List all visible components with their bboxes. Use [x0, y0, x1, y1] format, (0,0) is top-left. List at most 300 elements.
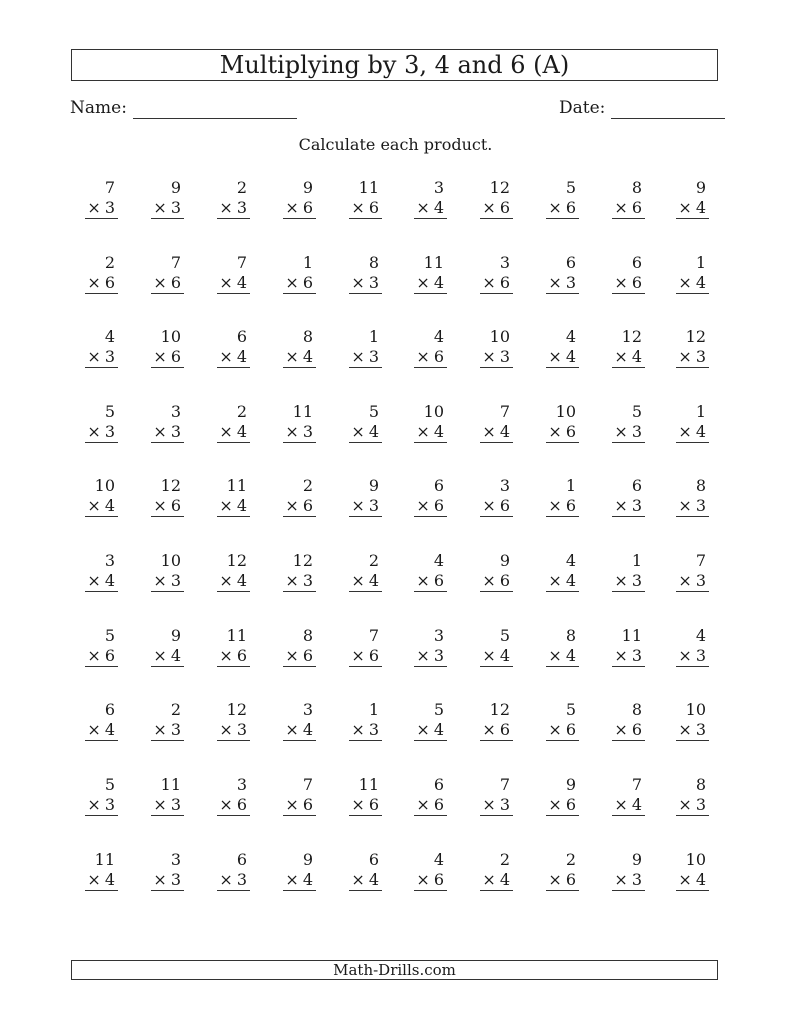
multiplier-line — [349, 273, 382, 294]
multiply-sign-icon: × — [219, 870, 233, 889]
multiplicand: 11 — [358, 775, 379, 794]
multiply-sign-icon: × — [219, 273, 233, 292]
multiply-sign-icon: × — [678, 273, 692, 292]
multiplicand: 2 — [104, 253, 115, 272]
multiplier-line — [546, 347, 579, 368]
multiply-sign-icon: × — [548, 795, 562, 814]
multiplicand: 5 — [104, 626, 115, 645]
problem — [546, 178, 579, 219]
multiply-sign-icon: × — [614, 720, 628, 739]
multiplier-line — [85, 347, 118, 368]
multiplicand: 10 — [555, 402, 576, 421]
multiplier: 4 — [104, 720, 115, 739]
multiply-sign-icon: × — [87, 795, 101, 814]
problem — [151, 775, 184, 816]
multiply-sign-icon: × — [219, 347, 233, 366]
multiplicand: 12 — [226, 700, 247, 719]
multiplier-line — [217, 571, 250, 592]
multiply-sign-icon: × — [678, 422, 692, 441]
multiplier-line — [85, 795, 118, 816]
multiplier-line — [546, 646, 579, 667]
multiplier: 4 — [499, 422, 510, 441]
multiply-sign-icon: × — [548, 720, 562, 739]
multiplier-line — [283, 347, 316, 368]
multiplier: 6 — [302, 646, 313, 665]
multiplier: 3 — [695, 496, 706, 515]
multiplicand: 11 — [621, 626, 642, 645]
multiplicand: 4 — [433, 551, 444, 570]
multiplicand: 4 — [565, 551, 576, 570]
problem — [414, 402, 447, 443]
multiplier-line — [414, 720, 447, 741]
multiplier: 4 — [631, 795, 642, 814]
multiplier: 6 — [104, 646, 115, 665]
multiplier-line — [612, 571, 645, 592]
multiply-sign-icon: × — [614, 347, 628, 366]
multiplier: 6 — [368, 646, 379, 665]
problem — [283, 327, 316, 368]
multiply-sign-icon: × — [351, 198, 365, 217]
multiplier-line — [546, 571, 579, 592]
multiply-sign-icon: × — [678, 720, 692, 739]
multiplicand: 12 — [292, 551, 313, 570]
problem — [612, 626, 645, 667]
multiply-sign-icon: × — [416, 198, 430, 217]
multiplier-line — [480, 720, 513, 741]
multiply-sign-icon: × — [351, 646, 365, 665]
multiply-sign-icon: × — [482, 646, 496, 665]
multiplicand: 3 — [433, 626, 444, 645]
problem — [151, 626, 184, 667]
multiply-sign-icon: × — [285, 273, 299, 292]
multiplier-line — [151, 795, 184, 816]
multiplicand: 10 — [685, 700, 706, 719]
multiplicand: 5 — [104, 402, 115, 421]
multiplier-line — [676, 273, 709, 294]
multiplier-line — [612, 795, 645, 816]
instructions: Calculate each product. — [298, 135, 493, 154]
multiplier-line — [217, 198, 250, 219]
multiplicand: 8 — [565, 626, 576, 645]
multiply-sign-icon: × — [285, 422, 299, 441]
multiplicand: 11 — [160, 775, 181, 794]
multiplier-line — [414, 422, 447, 443]
multiplier-line — [217, 720, 250, 741]
multiply-sign-icon: × — [285, 720, 299, 739]
multiplier-line — [217, 870, 250, 891]
multiplier-line — [612, 870, 645, 891]
multiplicand: 12 — [226, 551, 247, 570]
multiply-sign-icon: × — [219, 422, 233, 441]
multiplicand: 6 — [236, 327, 247, 346]
multiplier-line — [151, 571, 184, 592]
multiplicand: 4 — [695, 626, 706, 645]
multiplicand: 6 — [368, 850, 379, 869]
multiply-sign-icon: × — [153, 720, 167, 739]
multiplier-line — [676, 870, 709, 891]
multiply-sign-icon: × — [678, 571, 692, 590]
multiply-sign-icon: × — [351, 496, 365, 515]
multiplicand: 11 — [226, 476, 247, 495]
problem — [85, 850, 118, 891]
multiplicand: 6 — [565, 253, 576, 272]
multiply-sign-icon: × — [482, 795, 496, 814]
multiplier: 6 — [565, 720, 576, 739]
multiplicand: 5 — [565, 700, 576, 719]
problem — [283, 850, 316, 891]
multiply-sign-icon: × — [416, 720, 430, 739]
multiply-sign-icon: × — [153, 198, 167, 217]
multiplier-line — [85, 646, 118, 667]
multiply-sign-icon: × — [416, 795, 430, 814]
problem — [217, 850, 250, 891]
multiplier: 6 — [170, 273, 181, 292]
problem — [414, 626, 447, 667]
multiply-sign-icon: × — [351, 870, 365, 889]
multiplicand: 1 — [302, 253, 313, 272]
multiply-sign-icon: × — [153, 870, 167, 889]
multiplier: 6 — [499, 198, 510, 217]
problem — [349, 178, 382, 219]
multiplicand: 1 — [695, 253, 706, 272]
multiplier: 3 — [170, 795, 181, 814]
multiplier: 3 — [104, 198, 115, 217]
problem — [480, 327, 513, 368]
multiplier: 6 — [631, 720, 642, 739]
multiplier: 6 — [631, 198, 642, 217]
multiplier-line — [414, 496, 447, 517]
problem — [349, 476, 382, 517]
multiplier-line — [546, 496, 579, 517]
multiplier: 3 — [302, 422, 313, 441]
multiplicand: 2 — [499, 850, 510, 869]
problem — [217, 402, 250, 443]
multiplier-line — [151, 198, 184, 219]
problem — [151, 402, 184, 443]
multiplier-line — [349, 720, 382, 741]
multiplier: 6 — [236, 795, 247, 814]
multiply-sign-icon: × — [153, 795, 167, 814]
multiplier-line — [349, 646, 382, 667]
multiply-sign-icon: × — [351, 273, 365, 292]
multiplier-line — [283, 422, 316, 443]
multiply-sign-icon: × — [219, 795, 233, 814]
multiplicand: 6 — [631, 476, 642, 495]
problem — [676, 327, 709, 368]
problem — [676, 402, 709, 443]
multiplier-line — [349, 347, 382, 368]
multiplier-line — [546, 870, 579, 891]
problem — [676, 850, 709, 891]
multiplier: 4 — [695, 422, 706, 441]
multiply-sign-icon: × — [482, 198, 496, 217]
multiply-sign-icon: × — [614, 646, 628, 665]
problem — [349, 551, 382, 592]
multiplier-line — [85, 422, 118, 443]
multiplicand: 7 — [104, 178, 115, 197]
multiply-sign-icon: × — [153, 571, 167, 590]
multiplier: 4 — [368, 870, 379, 889]
multiplier-line — [676, 347, 709, 368]
multiply-sign-icon: × — [87, 198, 101, 217]
multiplier: 4 — [104, 496, 115, 515]
multiplier-line — [85, 571, 118, 592]
multiplier-line — [85, 720, 118, 741]
multiply-sign-icon: × — [351, 720, 365, 739]
multiplicand: 12 — [685, 327, 706, 346]
multiplier-line — [217, 273, 250, 294]
multiplier-line — [217, 795, 250, 816]
multiplier: 3 — [170, 720, 181, 739]
multiplier-line — [612, 422, 645, 443]
multiply-sign-icon: × — [416, 870, 430, 889]
multiplier: 6 — [170, 347, 181, 366]
problem — [546, 402, 579, 443]
multiply-sign-icon: × — [482, 273, 496, 292]
multiplicand: 12 — [160, 476, 181, 495]
multiplier: 6 — [368, 198, 379, 217]
multiplicand: 8 — [368, 253, 379, 272]
multiplier: 3 — [170, 422, 181, 441]
multiplier: 3 — [368, 273, 379, 292]
multiplier-line — [349, 198, 382, 219]
multiplier-line — [414, 795, 447, 816]
multiply-sign-icon: × — [219, 496, 233, 515]
problem — [85, 178, 118, 219]
multiplier: 4 — [499, 646, 510, 665]
multiplicand: 9 — [499, 551, 510, 570]
multiply-sign-icon: × — [219, 198, 233, 217]
multiplier: 3 — [631, 496, 642, 515]
problem — [85, 402, 118, 443]
multiplier: 3 — [170, 571, 181, 590]
multiplier: 3 — [695, 646, 706, 665]
multiplicand: 12 — [489, 700, 510, 719]
multiplicand: 5 — [104, 775, 115, 794]
problem — [283, 178, 316, 219]
multiplier-line — [676, 795, 709, 816]
problem — [217, 700, 250, 741]
multiply-sign-icon: × — [285, 646, 299, 665]
multiplier-line — [480, 422, 513, 443]
problem — [217, 775, 250, 816]
multiplicand: 1 — [368, 327, 379, 346]
multiplicand: 7 — [499, 775, 510, 794]
multiplicand: 8 — [631, 178, 642, 197]
problem — [85, 327, 118, 368]
multiplier: 4 — [170, 646, 181, 665]
problem — [217, 626, 250, 667]
multiplier: 3 — [104, 795, 115, 814]
problem — [480, 476, 513, 517]
multiplicand: 1 — [565, 476, 576, 495]
multiply-sign-icon: × — [416, 422, 430, 441]
multiply-sign-icon: × — [548, 422, 562, 441]
problem — [612, 327, 645, 368]
multiplier: 4 — [433, 198, 444, 217]
multiplier: 4 — [368, 422, 379, 441]
problem — [676, 551, 709, 592]
name-label: Name: — [70, 98, 127, 118]
multiplicand: 5 — [433, 700, 444, 719]
problem — [283, 253, 316, 294]
multiplier: 3 — [302, 571, 313, 590]
multiplier: 6 — [236, 646, 247, 665]
multiplier: 6 — [499, 571, 510, 590]
multiplicand: 7 — [236, 253, 247, 272]
multiplier-line — [151, 347, 184, 368]
problem — [283, 551, 316, 592]
multiply-sign-icon: × — [548, 870, 562, 889]
multiplier: 3 — [695, 720, 706, 739]
multiplicand: 7 — [368, 626, 379, 645]
multiplier-line — [414, 646, 447, 667]
multiply-sign-icon: × — [678, 347, 692, 366]
multiplier: 3 — [695, 571, 706, 590]
multiply-sign-icon: × — [548, 198, 562, 217]
problem — [546, 327, 579, 368]
multiplier: 4 — [236, 571, 247, 590]
multiply-sign-icon: × — [87, 422, 101, 441]
problem — [85, 253, 118, 294]
multiply-sign-icon: × — [548, 496, 562, 515]
multiplier: 4 — [631, 347, 642, 366]
multiplier-line — [349, 870, 382, 891]
multiplicand: 3 — [302, 700, 313, 719]
multiplicand: 9 — [565, 775, 576, 794]
multiply-sign-icon: × — [87, 347, 101, 366]
problem — [612, 700, 645, 741]
multiply-sign-icon: × — [87, 870, 101, 889]
multiplicand: 10 — [685, 850, 706, 869]
multiplier-line — [480, 496, 513, 517]
multiply-sign-icon: × — [416, 646, 430, 665]
multiply-sign-icon: × — [351, 347, 365, 366]
problem — [480, 775, 513, 816]
multiplicand: 4 — [433, 327, 444, 346]
problem — [414, 551, 447, 592]
multiplier: 4 — [104, 571, 115, 590]
multiply-sign-icon: × — [614, 273, 628, 292]
multiplier-line — [151, 273, 184, 294]
multiplier: 4 — [302, 870, 313, 889]
problem — [546, 626, 579, 667]
multiply-sign-icon: × — [482, 870, 496, 889]
footer: Math-Drills.com — [71, 960, 718, 980]
multiplier-line — [217, 646, 250, 667]
problem — [283, 626, 316, 667]
problem — [151, 700, 184, 741]
multiplier: 6 — [565, 795, 576, 814]
multiplicand: 3 — [499, 476, 510, 495]
multiplier-line — [283, 646, 316, 667]
multiplicand: 10 — [489, 327, 510, 346]
multiply-sign-icon: × — [678, 496, 692, 515]
multiply-sign-icon: × — [482, 347, 496, 366]
multiply-sign-icon: × — [482, 720, 496, 739]
multiplier-line — [85, 198, 118, 219]
multiplier: 4 — [565, 571, 576, 590]
multiplicand: 12 — [489, 178, 510, 197]
worksheet-title: Multiplying by 3, 4 and 6 (A) — [71, 49, 718, 81]
multiply-sign-icon: × — [614, 422, 628, 441]
multiplier-line — [546, 720, 579, 741]
problem — [349, 775, 382, 816]
multiplier: 6 — [565, 198, 576, 217]
multiplier-line — [217, 422, 250, 443]
multiplier: 4 — [695, 198, 706, 217]
multiplier-line — [480, 273, 513, 294]
multiplicand: 9 — [302, 850, 313, 869]
multiplier: 3 — [499, 347, 510, 366]
multiplier-line — [676, 720, 709, 741]
multiplier: 4 — [302, 347, 313, 366]
multiplicand: 9 — [170, 178, 181, 197]
problem — [676, 775, 709, 816]
multiplier: 3 — [631, 646, 642, 665]
problem — [151, 253, 184, 294]
multiplier-line — [85, 496, 118, 517]
multiply-sign-icon: × — [87, 273, 101, 292]
problem — [612, 476, 645, 517]
multiplier-line — [676, 422, 709, 443]
multiply-sign-icon: × — [285, 571, 299, 590]
multiply-sign-icon: × — [153, 273, 167, 292]
multiply-sign-icon: × — [614, 870, 628, 889]
multiplier-line — [283, 273, 316, 294]
multiplier-line — [349, 496, 382, 517]
multiplier: 3 — [631, 870, 642, 889]
multiplier-line — [283, 496, 316, 517]
multiplicand: 8 — [302, 626, 313, 645]
multiplicand: 7 — [695, 551, 706, 570]
problem — [85, 700, 118, 741]
multiplicand: 3 — [236, 775, 247, 794]
multiply-sign-icon: × — [416, 273, 430, 292]
multiplier-line — [612, 347, 645, 368]
multiply-sign-icon: × — [219, 571, 233, 590]
multiplicand: 3 — [499, 253, 510, 272]
multiply-sign-icon: × — [416, 347, 430, 366]
multiplier-line — [612, 646, 645, 667]
multiplicand: 4 — [104, 327, 115, 346]
multiplier: 6 — [302, 496, 313, 515]
problem — [349, 850, 382, 891]
multiplier: 3 — [433, 646, 444, 665]
problem — [217, 253, 250, 294]
multiplier: 6 — [499, 496, 510, 515]
multiplicand: 11 — [292, 402, 313, 421]
multiply-sign-icon: × — [285, 347, 299, 366]
problem — [612, 178, 645, 219]
problem — [546, 476, 579, 517]
multiplicand: 9 — [631, 850, 642, 869]
multiplier-line — [414, 198, 447, 219]
problem — [480, 626, 513, 667]
multiplicand: 4 — [433, 850, 444, 869]
problem — [546, 775, 579, 816]
multiplicand: 8 — [695, 775, 706, 794]
multiplicand: 5 — [631, 402, 642, 421]
multiplier-line — [151, 422, 184, 443]
problem — [612, 551, 645, 592]
multiplier: 4 — [368, 571, 379, 590]
multiplier: 3 — [170, 198, 181, 217]
multiplier: 6 — [433, 795, 444, 814]
multiplicand: 2 — [236, 178, 247, 197]
multiplicand: 9 — [302, 178, 313, 197]
problem — [85, 775, 118, 816]
